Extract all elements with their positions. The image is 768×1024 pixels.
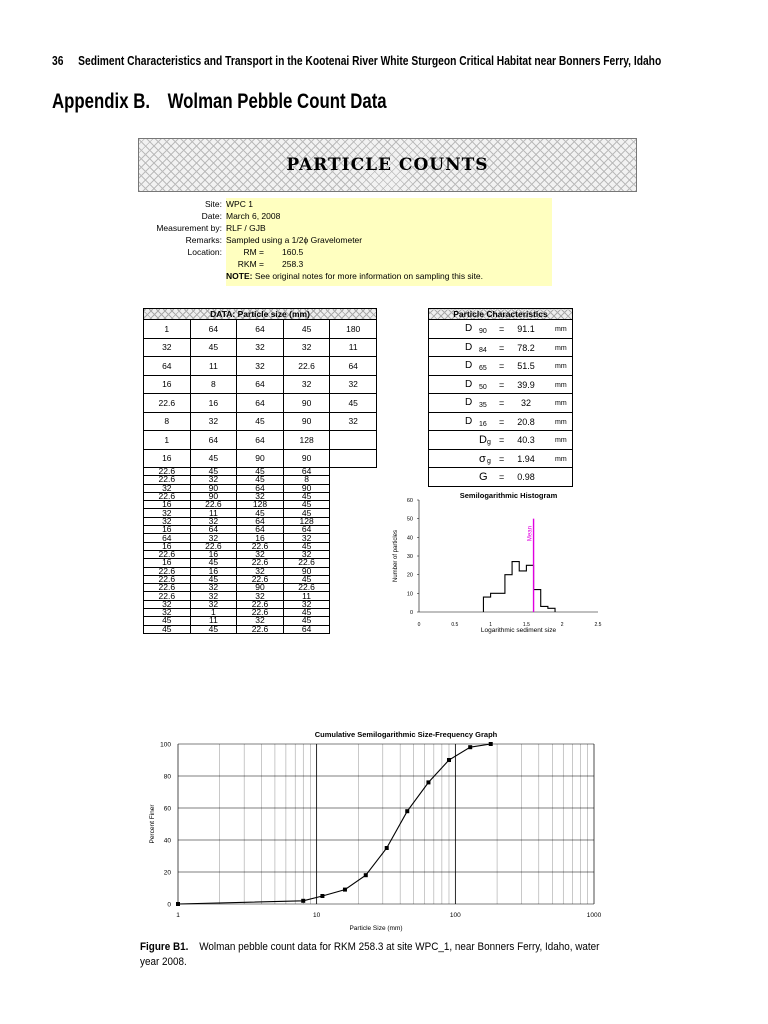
table-cell: 32: [190, 534, 237, 542]
characteristic-unit: mm: [555, 455, 567, 463]
table-cell: 22.6: [237, 559, 284, 567]
table-cell: 64: [283, 625, 330, 633]
characteristic-value: 0.98: [517, 472, 535, 482]
table-cell: 64: [330, 357, 377, 376]
table-cell: 22.6: [144, 584, 191, 592]
characteristic-value: 20.8: [517, 416, 535, 427]
characteristic-symbol: σ: [479, 452, 486, 465]
characteristic-value: 1.94: [517, 453, 535, 464]
table-cell: 64: [237, 484, 284, 492]
table-cell: 32: [330, 412, 377, 431]
particle-counts-banner: [138, 138, 637, 192]
histogram-bar: [548, 608, 555, 612]
cumulative-point: [468, 745, 472, 749]
table-cell: 64: [237, 394, 284, 413]
histogram-x-tick-label: 2.5: [594, 622, 602, 628]
note-label: NOTE:: [226, 271, 253, 281]
table-cell: 32: [190, 592, 237, 600]
characteristic-value: 51.5: [517, 361, 535, 371]
histogram-x-label: Logarithmic sediment size: [480, 627, 557, 634]
characteristic-cell: [429, 357, 573, 376]
appendix-heading: [52, 90, 387, 114]
table-cell: 22.6: [144, 592, 191, 600]
caption-text: Wolman pebble count data for RKM 258.3 at site WPC_1, near Bonners Ferry, Idaho, water year 2008.: [140, 941, 600, 968]
histogram-bar: [512, 562, 519, 612]
cumulative-point: [320, 894, 324, 898]
histogram-x-tick-label: 0.5: [451, 622, 459, 628]
characteristic-symbol: D: [465, 341, 473, 353]
characteristic-unit: mm: [555, 418, 567, 426]
characteristic-subscript: 84: [479, 346, 487, 354]
table-row: [144, 394, 377, 413]
characteristic-equals: =: [499, 342, 505, 353]
table-cell: 11: [190, 617, 237, 625]
table-cell: 32: [283, 600, 330, 608]
cumulative-x-label: Particle Size (mm): [349, 925, 403, 932]
figure-caption: [140, 940, 608, 970]
table-cell: 64: [190, 526, 237, 534]
histogram-bar: [526, 565, 533, 612]
caption-label: Figure B1.: [140, 941, 189, 953]
histogram-y-tick-label: 20: [406, 572, 413, 579]
table-cell: 16: [144, 375, 191, 394]
characteristic-row: [429, 357, 573, 376]
characteristic-equals: =: [499, 379, 505, 390]
characteristic-value: 40.3: [517, 435, 535, 445]
table-cell: 45: [283, 320, 330, 339]
table-cell: 22.6: [190, 501, 237, 509]
characteristic-unit: mm: [555, 363, 567, 370]
cumulative-point: [385, 846, 389, 850]
cumulative-curve: [178, 744, 491, 904]
histogram-y-tick-label: 40: [406, 535, 413, 542]
table-cell: 90: [283, 567, 330, 575]
characteristic-unit: mm: [555, 326, 567, 333]
appendix-label: Appendix B.: [52, 90, 151, 113]
histogram-bar: [491, 593, 498, 612]
table-cell: 45: [190, 559, 237, 567]
table-cell: 90: [283, 484, 330, 492]
table-cell: 45: [330, 394, 377, 413]
site-value: WPC 1: [226, 199, 253, 209]
histogram-bar: [534, 590, 541, 612]
table-row: [144, 449, 377, 468]
date-label: Date:: [201, 211, 222, 221]
characteristic-equals: =: [499, 416, 505, 427]
site-label: Site:: [204, 199, 222, 209]
table-cell: 32: [237, 492, 284, 500]
histogram-y-tick-label: 0: [409, 610, 413, 616]
cumulative-y-tick-label: 40: [163, 837, 171, 845]
characteristic-row: [429, 394, 573, 413]
table-cell: 45: [190, 338, 237, 357]
table-cell: 90: [190, 484, 237, 492]
cumulative-x-tick-label: 100: [449, 912, 461, 919]
table-cell: [330, 449, 377, 468]
remarks-value: Sampled using a 1/2ϕ Gravelometer: [226, 235, 363, 245]
table-cell: 32: [237, 357, 284, 376]
table-cell: 45: [283, 509, 330, 517]
table-cell: 32: [330, 375, 377, 394]
table-cell: 128: [237, 501, 284, 509]
characteristic-unit: mm: [555, 400, 567, 407]
characteristic-cell: [429, 412, 573, 431]
table-cell: 32: [283, 338, 330, 357]
characteristic-row: [429, 320, 573, 339]
table-cell: 1: [144, 320, 191, 339]
characteristic-row: [429, 449, 573, 468]
table-cell: 180: [330, 320, 377, 339]
table-cell: 128: [283, 431, 330, 450]
table-cell: 16: [190, 394, 237, 413]
cumulative-y-tick-label: 0: [167, 901, 171, 909]
table-cell: 8: [144, 412, 191, 431]
table-row: [144, 338, 377, 357]
table-cell: 64: [237, 431, 284, 450]
table-cell: 32: [144, 517, 191, 525]
table-cell: 64: [237, 320, 284, 339]
table-cell: 8: [283, 476, 330, 484]
table-cell: 22.6: [144, 567, 191, 575]
table-cell: 16: [144, 559, 191, 567]
table-row: [144, 320, 377, 339]
characteristic-equals: =: [499, 435, 505, 445]
characteristic-subscript: 35: [479, 402, 487, 409]
rkm-label: RKM =: [237, 259, 264, 269]
cumulative-point: [447, 758, 451, 762]
characteristic-value: 78.2: [517, 342, 535, 353]
table-cell: 22.6: [190, 542, 237, 550]
table-cell: 11: [190, 509, 237, 517]
table-cell: 16: [190, 567, 237, 575]
characteristic-cell: [429, 338, 573, 357]
table-cell: 32: [144, 609, 191, 617]
table-cell: 32: [283, 534, 330, 542]
table-cell: 11: [190, 357, 237, 376]
table-cell: 22.6: [237, 609, 284, 617]
characteristic-unit: mm: [555, 344, 567, 352]
histogram-bar: [505, 575, 512, 612]
table-row: [144, 625, 377, 633]
characteristic-symbol: D: [465, 323, 473, 334]
table-cell: 90: [283, 412, 330, 431]
characteristic-subscript: 16: [479, 420, 487, 428]
table-cell: 45: [237, 509, 284, 517]
cumulative-x-tick-label: 1000: [586, 912, 602, 919]
rm-value: 160.5: [282, 247, 304, 257]
table-cell: 22.6: [283, 584, 330, 592]
table-cell: 22.6: [237, 575, 284, 583]
table-cell: 64: [237, 375, 284, 394]
histogram-x-tick-label: 1: [489, 622, 492, 628]
banner-title: PARTICLE COUNTS: [286, 155, 489, 175]
cumulative-size-frequency-graph: [140, 728, 610, 934]
data-table-header: DATA: Particle size (mm): [144, 309, 377, 320]
table-cell: 90: [237, 449, 284, 468]
table-cell: 32: [144, 338, 191, 357]
table-cell: 45: [237, 468, 284, 476]
table-cell: 45: [190, 468, 237, 476]
cumulative-point: [301, 899, 305, 903]
table-cell: 90: [283, 394, 330, 413]
table-cell: 90: [190, 492, 237, 500]
table-cell: 32: [190, 517, 237, 525]
characteristic-subscript: g: [487, 457, 491, 465]
note-line: [226, 270, 483, 282]
characteristic-cell: [429, 375, 573, 394]
characteristic-equals: =: [499, 324, 505, 334]
histogram-y-tick-label: 60: [406, 498, 413, 504]
particle-characteristics-table: [428, 308, 573, 487]
characteristic-symbol: D: [465, 378, 473, 390]
cumulative-point: [364, 873, 368, 877]
table-cell: 32: [190, 476, 237, 484]
table-cell: 45: [283, 501, 330, 509]
remarks-label: Remarks:: [185, 235, 222, 245]
cumulative-point: [176, 902, 180, 906]
table-cell: 22.6: [283, 559, 330, 567]
histogram-x-tick-label: 1.5: [522, 622, 530, 628]
table-cell: 64: [283, 468, 330, 476]
characteristic-row: [429, 468, 573, 487]
table-cell: 32: [237, 567, 284, 575]
histogram-x-tick-label: 2: [560, 622, 564, 628]
cumulative-x-tick-label: 10: [313, 912, 321, 919]
table-cell: 45: [283, 492, 330, 500]
table-cell: 16: [190, 550, 237, 558]
characteristic-subscript: 65: [479, 365, 487, 372]
cumulative-y-label: Percent Finer: [149, 804, 156, 844]
characteristic-cell: [429, 449, 573, 468]
table-cell: 8: [190, 375, 237, 394]
table-cell: 1: [190, 609, 237, 617]
characteristic-value: 39.9: [517, 379, 535, 390]
table-cell: 22.6: [237, 600, 284, 608]
table-cell: 64: [237, 517, 284, 525]
characteristic-value: 91.1: [517, 324, 535, 334]
table-cell: 32: [144, 600, 191, 608]
characteristic-equals: =: [499, 472, 505, 482]
characteristic-subscript: 90: [479, 328, 487, 335]
cumulative-y-tick-label: 20: [163, 869, 171, 877]
characteristic-row: [429, 375, 573, 394]
table-row: [144, 412, 377, 431]
table-cell: 22.6: [144, 394, 191, 413]
running-header: [52, 54, 661, 68]
table-cell: 32: [144, 509, 191, 517]
characteristic-value: 32: [520, 398, 531, 408]
histogram-x-tick-label: 0: [417, 622, 421, 628]
table-cell: 64: [190, 431, 237, 450]
characteristic-symbol: D: [465, 397, 473, 408]
table-cell: 45: [190, 575, 237, 583]
characteristics-header: Particle Characteristics: [429, 309, 573, 320]
table-cell: 11: [283, 592, 330, 600]
histogram-bar: [519, 571, 526, 612]
cumulative-y-tick-label: 60: [163, 805, 171, 813]
table-cell: 32: [190, 412, 237, 431]
table-cell: 45: [190, 449, 237, 468]
cumulative-y-tick-label: 80: [163, 773, 171, 781]
table-cell: 32: [237, 592, 284, 600]
date-value: March 6, 2008: [226, 211, 281, 221]
table-cell: 128: [283, 517, 330, 525]
table-cell: 32: [283, 375, 330, 394]
cumulative-title: Cumulative Semilogarithmic Size-Frequency Graph: [314, 730, 498, 739]
table-cell: 16: [237, 534, 284, 542]
particle-size-table: [143, 308, 377, 634]
table-cell: 22.6: [144, 575, 191, 583]
characteristic-unit: mm: [555, 381, 567, 389]
table-cell: 90: [237, 584, 284, 592]
table-cell: 64: [237, 526, 284, 534]
table-cell: 32: [190, 600, 237, 608]
table-cell: 32: [283, 550, 330, 558]
table-cell: 64: [144, 357, 191, 376]
table-cell: 22.6: [144, 550, 191, 558]
note-value: See original notes for more information on sampling this site.: [254, 271, 484, 281]
cumulative-x-tick-label: 1: [176, 912, 180, 919]
rm-label: RM =: [243, 247, 264, 257]
table-cell: 1: [144, 431, 191, 450]
cumulative-point: [343, 888, 347, 892]
table-cell: 22.6: [144, 476, 191, 484]
characteristic-equals: =: [499, 361, 505, 371]
table-cell: 45: [283, 617, 330, 625]
characteristic-symbol: D: [465, 415, 473, 427]
table-cell: 45: [283, 609, 330, 617]
characteristic-cell: [429, 468, 573, 487]
table-row: [144, 431, 377, 450]
histogram-mean-label: Mean: [527, 526, 534, 542]
histogram-bar: [498, 593, 505, 612]
page-number: 36: [52, 54, 64, 68]
table-cell: 32: [237, 550, 284, 558]
histogram-y-tick-label: 10: [406, 591, 413, 598]
characteristic-symbol: D: [465, 360, 473, 371]
characteristic-subscript: g: [487, 439, 491, 446]
semilogarithmic-histogram: [384, 488, 604, 638]
table-cell: 16: [144, 526, 191, 534]
cumulative-point: [489, 742, 493, 746]
histogram-y-tick-label: 30: [406, 554, 413, 560]
characteristic-equals: =: [499, 398, 505, 408]
table-cell: 22.6: [144, 468, 191, 476]
cumulative-y-tick-label: 100: [160, 741, 171, 749]
table-cell: 11: [330, 338, 377, 357]
characteristic-subscript: 50: [479, 383, 487, 391]
histogram-y-label: Number of particles: [393, 529, 399, 583]
characteristic-row: [429, 431, 573, 450]
table-cell: 22.6: [237, 542, 284, 550]
cumulative-point: [405, 809, 409, 813]
table-cell: 32: [237, 617, 284, 625]
rkm-value: 258.3: [282, 259, 304, 269]
histogram-bar: [541, 606, 548, 612]
characteristic-row: [429, 412, 573, 431]
characteristic-row: [429, 338, 573, 357]
table-cell: 22.6: [283, 357, 330, 376]
table-cell: 16: [144, 449, 191, 468]
measurement-label: Measurement by:: [156, 223, 222, 233]
histogram-bar: [483, 597, 490, 612]
histogram-y-tick-label: 50: [406, 516, 413, 523]
running-title: Sediment Characteristics and Transport in the Kootenai River White Sturgeon Critical Habitat near Bonners Ferry, Idaho: [78, 54, 662, 68]
location-label: Location:: [187, 247, 222, 257]
characteristic-cell: [429, 320, 573, 339]
table-cell: 32: [190, 584, 237, 592]
characteristic-symbol: D: [479, 434, 487, 446]
table-cell: 22.6: [237, 625, 284, 633]
table-row: [144, 375, 377, 394]
characteristic-cell: [429, 394, 573, 413]
table-cell: 64: [283, 526, 330, 534]
table-cell: 16: [144, 542, 191, 550]
table-cell: 45: [283, 575, 330, 583]
table-cell: 16: [144, 501, 191, 509]
table-cell: 45: [190, 625, 237, 633]
table-cell: [330, 431, 377, 450]
table-cell: 45: [237, 412, 284, 431]
characteristic-symbol: G: [479, 471, 488, 483]
table-cell: 45: [144, 617, 191, 625]
table-cell: 45: [237, 476, 284, 484]
table-cell: 64: [144, 534, 191, 542]
table-cell: 45: [144, 625, 191, 633]
appendix-title: Wolman Pebble Count Data: [167, 90, 387, 113]
table-cell: 64: [190, 320, 237, 339]
table-cell: 90: [283, 449, 330, 468]
table-cell: 22.6: [144, 492, 191, 500]
characteristic-cell: [429, 431, 573, 450]
table-cell: 45: [283, 542, 330, 550]
measurement-value: RLF / GJB: [226, 223, 266, 233]
table-cell: 32: [237, 338, 284, 357]
characteristic-unit: mm: [555, 437, 567, 444]
table-row: [144, 357, 377, 376]
table-cell: 32: [144, 484, 191, 492]
characteristic-equals: =: [499, 453, 505, 464]
cumulative-point: [426, 780, 430, 784]
histogram-title: Semilogarithmic Histogram: [459, 491, 558, 500]
